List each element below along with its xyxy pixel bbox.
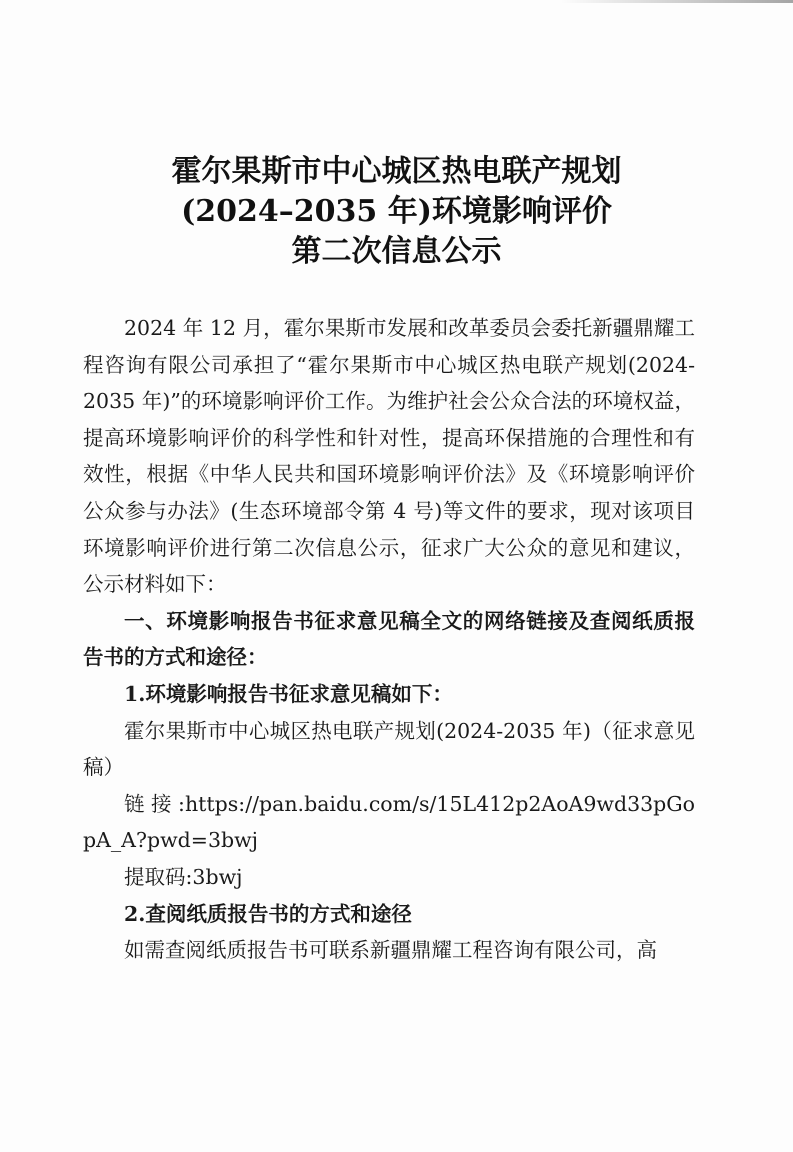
subsection-1-heading: 1.环境影响报告书征求意见稿如下： (124, 681, 453, 706)
subsection-2-heading: 2.查阅纸质报告书的方式和途径 (124, 901, 412, 926)
download-link: 链接:https://pan.baidu.com/s/15L412p2AoA9wd33pGopA_A?pwd=3bwj (83, 791, 695, 853)
title-line-3: 第二次信息公示 (291, 234, 502, 269)
document-title (0, 152, 793, 272)
intro-paragraph: 2024 年 12 月，霍尔果斯市发展和改革委员会委托新疆鼎耀工程咨询有限公司承担了“霍尔果斯市中心城区热电联产规划(2024-2035 年)”的环境影响评价工作。为维护社会公众合法的环境权益，提高环境影响评价的科学性和针对性，提高环保措施的合理性和有效性，根据《中华人民共和国环境影响评价法》及《环境影响评价公众参与办法》(生态环境部令第 4 号)等文件的要求，现对该项目环境影响评价进行第二次信息公示，征求广大公众的意见和建议，公示材料如下： (83, 316, 695, 597)
report-name: 霍尔果斯市中心城区热电联产规划(2024-2035 年)（征求意见稿） (83, 718, 695, 780)
extraction-code: 提取码:3bwj (124, 864, 243, 889)
section-1-heading: 一、环境影响报告书征求意见稿全文的网络链接及查阅纸质报告书的方式和途径： (83, 608, 695, 670)
title-line-2: (2024–2035 年)环境影响评价 (181, 194, 612, 229)
document-body (83, 310, 695, 969)
scan-edge-shadow (560, 0, 793, 3)
title-line-1: 霍尔果斯市中心城区热电联产规划 (171, 154, 622, 189)
subsection-2-text: 如需查阅纸质报告书可联系新疆鼎耀工程咨询有限公司，高 (124, 938, 657, 963)
